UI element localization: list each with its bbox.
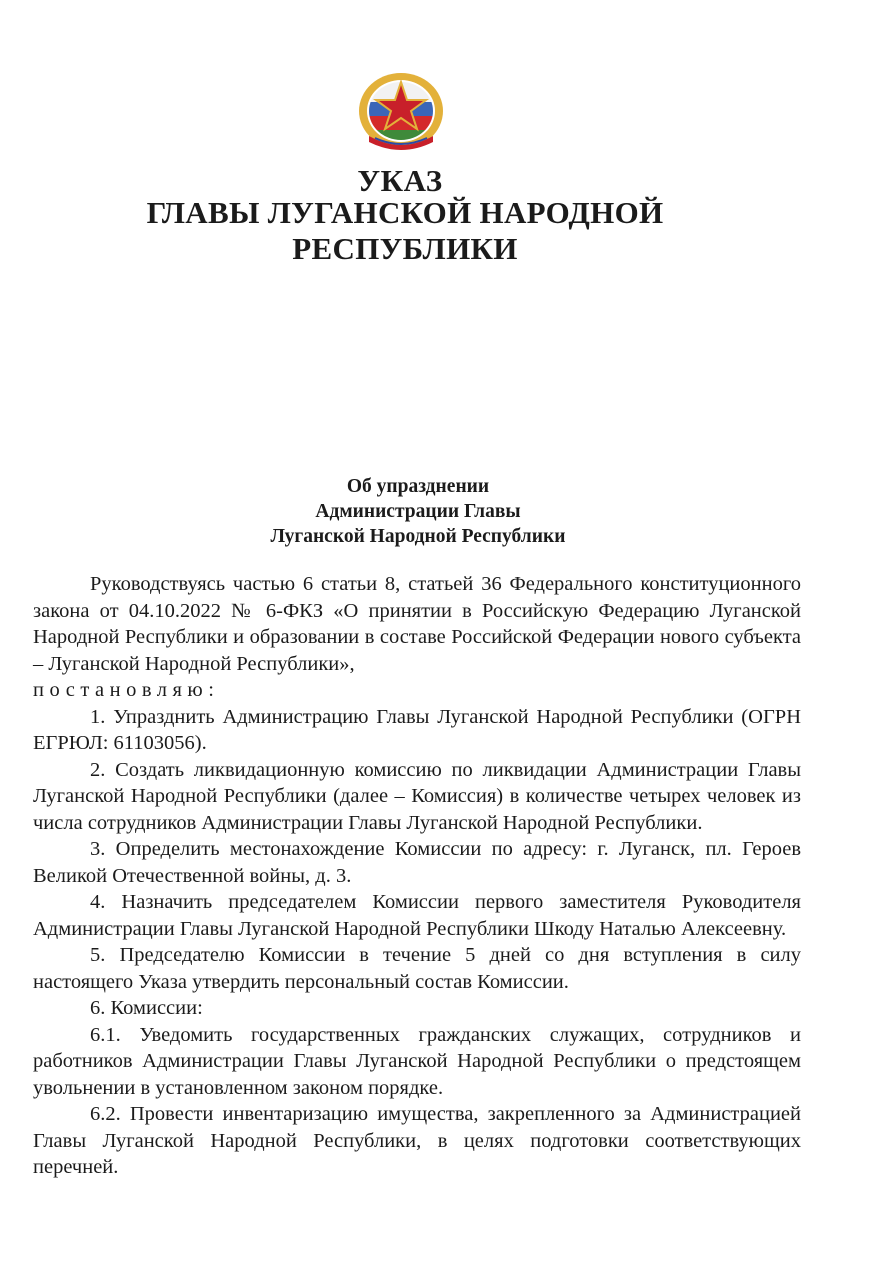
item-6-2: 6.2. Провести инвентаризацию имущества, закрепленного за Администрацией Главы Луганской Народной Республики, в целях подготовки соответствующих перечней.	[33, 1103, 801, 1178]
item-3: 3. Определить местонахождение Комиссии по адресу: г. Луганск, пл. Героев Великой Отечественной войны, д. 3.	[33, 838, 801, 887]
item-6: 6. Комиссии:	[90, 997, 203, 1019]
decree-issuer: ГЛАВЫ ЛУГАНСКОЙ НАРОДНОЙ РЕСПУБЛИКИ	[146, 195, 664, 266]
item-5: 5. Председателю Комиссии в течение 5 дней со дня вступления в силу настоящего Указа утвердить персональный состав Комиссии.	[33, 944, 801, 993]
item-2: 2. Создать ликвидационную комиссию по ликвидации Администрации Главы Луганской Народной Республики (далее – Комиссия) в количестве четырех человек из числа сотрудников Администрации Главы Луганской Народной Республики.	[33, 758, 801, 834]
decree-body	[33, 571, 801, 1181]
item-4: 4. Назначить председателем Комиссии первого заместителя Руководителя Администрации Главы Луганской Народной Республики Шкоду Наталью Алексеевну.	[33, 891, 801, 940]
decree-word: постановляю:	[33, 679, 220, 701]
decree-title: УКАЗ	[357, 163, 443, 198]
subject-line: Администрации Главы	[315, 501, 521, 522]
coat-of-arms-icon	[355, 66, 447, 152]
item-6-1: 6.1. Уведомить государственных гражданских служащих, сотрудников и работников Администрации Главы Луганской Народной Республики о предстоящем увольнении в установленном законом порядке.	[33, 1023, 801, 1099]
subject-line: Об упразднении	[346, 476, 490, 497]
preamble: Руководствуясь частью 6 статьи 8, статьей 36 Федерального конституционного закона от 04.10.2022 № 6-ФКЗ «О принятии в Российскую Федерацию Луганской Народной Республики и образовании в составе Российской Федерации нового субъекта – Луганской Народной Республики»,	[33, 573, 801, 675]
subject-line: Луганской Народной Республики	[270, 526, 566, 547]
decree-subject	[200, 474, 636, 549]
item-1: 1. Упразднить Администрацию Главы Луганской Народной Республики (ОГРН ЕГРЮЛ: 61103056).	[33, 705, 801, 754]
